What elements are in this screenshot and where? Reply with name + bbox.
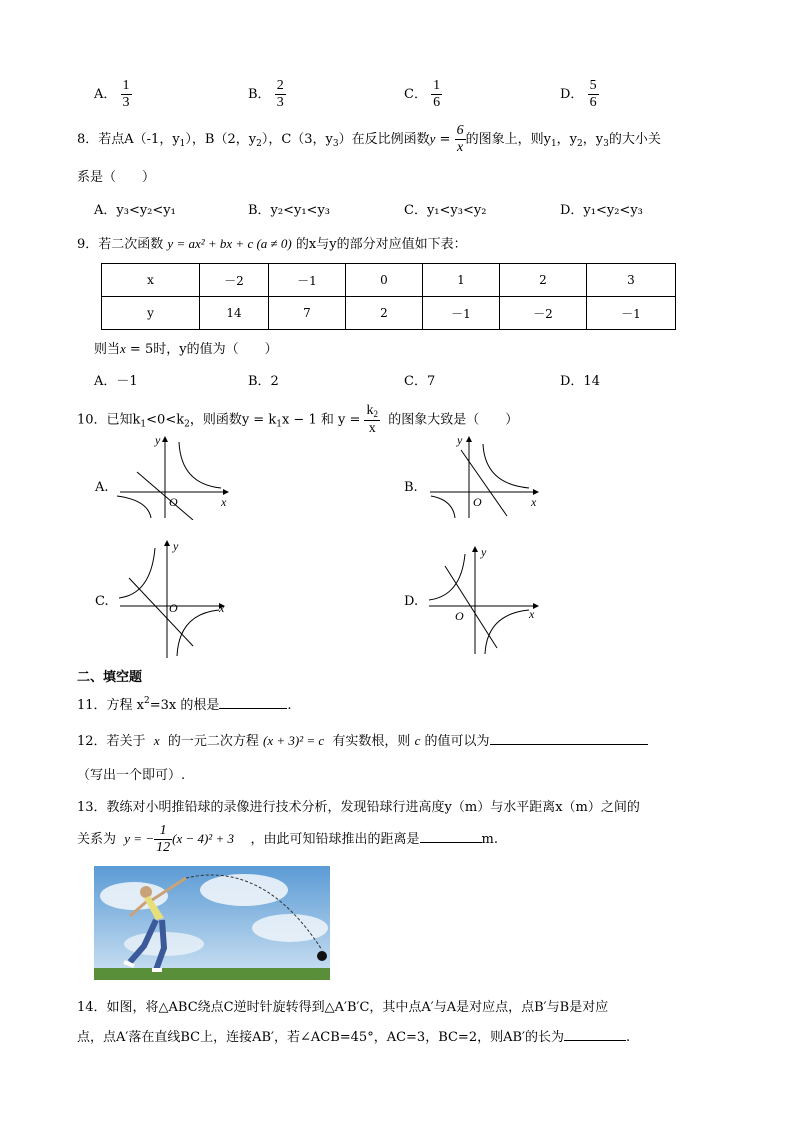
answer-blank[interactable] [219, 708, 287, 709]
denominator: 3 [122, 95, 130, 110]
graph-a-label: A. [95, 480, 109, 495]
denominator: 6 [433, 95, 441, 110]
hyperbola-branch [177, 610, 219, 656]
graph-b-label: B. [404, 480, 418, 495]
q9-option-a: A．－1 [94, 374, 138, 389]
q9-formula: y = ax² + bx + c (a ≠ 0) [167, 236, 292, 251]
origin-label: O [455, 609, 464, 623]
q14-text: 点，点A′落在直线BC上，连接AB′，若∠ACB=45°，AC=3，BC=2，则AB′的长为 [77, 1030, 564, 1045]
option-label: A． [94, 87, 117, 102]
x-label: x [219, 601, 225, 615]
q9-option-c: C．7 [404, 374, 436, 389]
origin-label: O [473, 495, 482, 509]
hyperbola-branch [483, 444, 529, 488]
graph-d-label: D. [404, 594, 419, 609]
origin-label: O [169, 601, 178, 615]
q8-text: 8．若点A（-1，y [77, 132, 180, 147]
numerator: 1 [433, 78, 441, 93]
table-cell: 0 [346, 264, 423, 297]
q8-line2: 系是（ ） [77, 170, 156, 185]
option-label: C． [404, 87, 427, 102]
x-label: x [531, 495, 537, 509]
fraction [431, 79, 442, 110]
hyperbola-branch [179, 442, 221, 488]
func-var: y [429, 131, 436, 146]
q8-option-d: D．y₁<y₂<y₃ [560, 203, 643, 218]
graph-a [115, 430, 235, 520]
q8-text: ，y [556, 132, 578, 147]
table-cell: －1 [587, 297, 676, 330]
denominator: 3 [276, 95, 284, 110]
q12-line1 [77, 730, 648, 749]
numerator: 6 [456, 123, 464, 138]
graph-d [425, 540, 545, 656]
q7-option-b [248, 79, 286, 110]
table-cell: 2 [346, 297, 423, 330]
q12-equation: (x + 3)² = c [263, 733, 325, 748]
q13-unit: m. [481, 832, 498, 847]
q12-var: c [414, 733, 421, 748]
linear-line [461, 450, 507, 516]
cloud [252, 914, 328, 942]
answer-blank[interactable] [564, 1040, 626, 1041]
q9-line1 [77, 233, 467, 252]
table-cell: 14 [200, 297, 269, 330]
q8-text: ，y [582, 132, 604, 147]
q9-option-b: B．2 [248, 374, 279, 389]
q8-text: ）在反比例函数 [338, 132, 430, 147]
q9-text: 9．若二次函数 [77, 237, 164, 252]
denominator: 12 [156, 840, 171, 855]
table-cell: y [102, 297, 200, 330]
table-cell: －1 [423, 297, 500, 330]
numerator: 1 [159, 823, 167, 838]
q11-text: . [287, 698, 292, 713]
fraction [588, 79, 599, 110]
q9-option-d: D．14 [560, 374, 600, 389]
q13-text: 关系为 [77, 832, 117, 847]
q12-text: 的值可以为 [424, 734, 490, 749]
fraction [121, 79, 132, 110]
answer-blank[interactable] [490, 744, 648, 745]
hyperbola-branch [431, 496, 455, 518]
fraction [455, 124, 466, 155]
hyperbola-branch [119, 548, 155, 598]
y-axis-arrow [164, 540, 170, 546]
q10-text: ，则函数y = k [189, 412, 277, 428]
table-row [102, 297, 676, 330]
fraction: $\frac{k_2}{x}$ [366, 403, 378, 436]
func-eq: = [435, 132, 455, 147]
hyperbola-branch [117, 496, 151, 518]
table-cell: 2 [500, 264, 587, 297]
numerator: k [366, 403, 374, 418]
x-label: x [529, 607, 535, 621]
table-cell: 3 [587, 264, 676, 297]
superscript: 2 [144, 696, 150, 706]
q10-line1: 10．已知$k_1<0<k_2$，则函数$y = k_1x - 1$ 和 y = $\frac{k_2}{x}$ 的图象大致是（ ） [77, 403, 519, 436]
q7-option-d [560, 79, 599, 110]
q8-text: 的图象上，则y [465, 132, 551, 147]
q13-formula: y = − [124, 831, 155, 846]
ground [94, 968, 330, 980]
answer-blank[interactable] [420, 842, 482, 843]
denominator: x [368, 421, 376, 436]
option-label: D． [560, 87, 584, 102]
table-row [102, 264, 676, 297]
q9-value-table [101, 263, 676, 330]
q8-option-a: A．y₃<y₂<y₁ [94, 203, 176, 218]
y-axis-arrow [466, 436, 472, 442]
q8-text: ），C（3，y [261, 132, 333, 147]
numerator: 1 [122, 78, 130, 93]
y-label: y [481, 545, 487, 559]
q10-text: 10．已知k [77, 412, 141, 428]
q9-text: 则当 [94, 342, 121, 357]
y-label: y [173, 539, 179, 553]
hyperbola-branch [485, 610, 529, 654]
q12-text: 有实数根，则 [332, 734, 411, 749]
q12-text: 的一元二次方程 [167, 734, 259, 749]
q14-line2 [77, 1026, 630, 1045]
table-cell: －2 [500, 297, 587, 330]
q9-text: 的x与y的部分对应值如下表： [295, 237, 467, 252]
q12-text: 12．若关于 [77, 734, 146, 749]
option-label: B． [248, 87, 271, 102]
q13-text: ，由此可知铅球推出的距离是 [250, 832, 420, 847]
linear-line [129, 578, 193, 646]
x-label: x [221, 495, 227, 509]
q13-formula: (x − 4)² + 3 [172, 831, 234, 846]
denominator: 6 [589, 95, 597, 110]
q10-text: x − 1 和 y = [281, 412, 365, 428]
q11-line [77, 694, 292, 713]
q8-text: ），B（2，y [185, 132, 257, 147]
linear-line [445, 566, 497, 648]
table-cell: 7 [269, 297, 346, 330]
y-axis-arrow [162, 436, 168, 442]
section-title: 二、填空题 [77, 670, 143, 685]
q12-line2: （写出一个即可）. [77, 768, 186, 783]
q11-text: 11．方程 x [77, 698, 145, 713]
q10-text: 的图象大致是（ ） [388, 412, 519, 428]
q7-option-a [94, 79, 132, 110]
q9-question [94, 338, 278, 357]
q8-option-c: C．y₁<y₃<y₂ [404, 203, 487, 218]
numerator: 5 [589, 78, 597, 93]
table-cell: 1 [423, 264, 500, 297]
q13-line1: 13．教练对小明推铅球的录像进行技术分析，发现铅球行进高度y（m）与水平距离x（m）之间的 [77, 800, 640, 815]
shot-put-ball [317, 951, 327, 961]
q11-text: =3x 的根是 [149, 698, 220, 713]
q13-line2 [77, 824, 498, 855]
q9-text: = 5时，y的值为（ ） [125, 342, 278, 357]
origin-label: O [169, 495, 178, 509]
q14-line1: 14．如图，将△ABC绕点C逆时针旋转得到△A′B′C，其中点A′与A是对应点，点B′与B是对应 [77, 1000, 609, 1015]
shot-put-illustration [94, 866, 330, 980]
q8-option-b: B．y₂<y₁<y₃ [248, 203, 331, 218]
hyperbola-branch [429, 554, 465, 600]
table-cell: －2 [200, 264, 269, 297]
q7-option-c [404, 79, 442, 110]
y-label: y [155, 433, 161, 447]
graph-c [115, 534, 235, 660]
q10-text: <0<k [146, 412, 185, 428]
q9-var: x [120, 341, 126, 356]
numerator: 2 [276, 78, 284, 93]
table-cell: －1 [269, 264, 346, 297]
fraction [275, 79, 286, 110]
y-label: y [457, 433, 463, 447]
q14-text: . [626, 1030, 631, 1045]
table-cell: x [102, 264, 200, 297]
q8-text: 的大小关 [608, 132, 661, 147]
denominator: x [456, 140, 464, 155]
q12-var: x [153, 733, 160, 748]
q8-line1: 8．若点A（-1，$y_1$），B（2，$y_2$），C（3，$y_3$）在反比例函数y = $\frac{6}{x}$ 的图象上，则$y_1$，$y_2$，$y_3$的大小关 [77, 123, 661, 155]
graph-c-label: C. [95, 594, 109, 609]
graph-b [425, 430, 545, 520]
y-axis-arrow [472, 546, 478, 552]
cloud [200, 874, 288, 906]
fraction [154, 824, 172, 855]
